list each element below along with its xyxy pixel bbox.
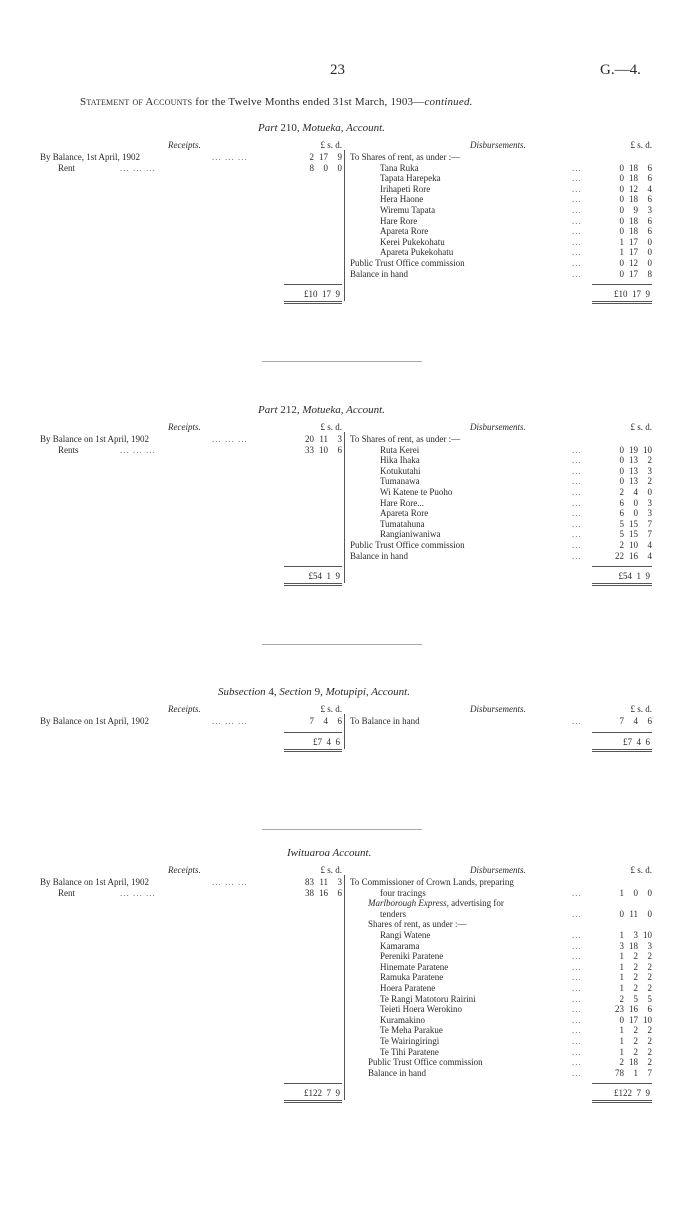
disbursement-label-text: Public Trust Office commission — [350, 258, 465, 268]
leader-dots: ... — [572, 268, 582, 279]
total-rule — [284, 732, 342, 733]
title-main: for the Twelve Months ended 31st March, 1903— — [192, 96, 425, 108]
leader-dots: ... — [572, 465, 582, 476]
column-divider — [344, 714, 345, 749]
disbursement-label-text: Rangi Watene — [380, 930, 431, 940]
leader-dots: ... — [572, 930, 582, 940]
receipts-header: Receipts. — [168, 422, 201, 432]
leader-dots: ... — [572, 1036, 582, 1046]
disbursement-label — [380, 983, 435, 993]
leader-dots: ... — [572, 961, 582, 972]
title-part: 210, — [280, 122, 300, 134]
disbursements-total: £54 1 9 — [618, 571, 650, 582]
disbursement-label-text: Apareta Pukekohatu — [380, 247, 454, 258]
total-double-rule — [284, 751, 342, 752]
disbursement-label — [380, 247, 453, 257]
receipts-header: Receipts. — [168, 704, 201, 714]
leader-dots: ... — [572, 497, 582, 508]
receipt-label: Rents — [58, 444, 79, 455]
disbursement-amount: 0 18 6 — [619, 215, 652, 226]
disbursement-label — [380, 508, 428, 518]
leader-dots: ... — [572, 455, 582, 466]
disbursement-label — [380, 184, 430, 194]
title-prefix: Statement of Accounts — [80, 96, 193, 108]
disbursement-label-text: Teieti Hoera Werokino — [380, 1004, 462, 1015]
disbursement-amount: 2 5 5 — [619, 993, 652, 1004]
disbursement-label — [380, 163, 419, 173]
leader-dots: ... — [572, 183, 582, 194]
leader-dots: ... — [572, 1014, 582, 1025]
disbursement-amount: 0 9 3 — [619, 205, 652, 215]
disbursement-label-italic: Marlborough Express, — [368, 898, 449, 909]
disbursement-label-text: advertising for — [448, 898, 504, 909]
leader-dots: ... — [572, 205, 582, 215]
leader-dots: ... ... ... — [212, 877, 248, 887]
leader-dots: ... — [572, 194, 582, 205]
disbursement-label — [368, 1068, 426, 1078]
title-part: Motueka, Account. — [302, 122, 385, 134]
leader-dots: ... — [572, 550, 582, 561]
total-rule — [592, 284, 652, 285]
disbursement-label — [368, 898, 504, 908]
disbursement-amount: 0 18 6 — [619, 194, 652, 205]
disbursement-label — [380, 237, 445, 247]
receipt-label: By Balance, 1st April, 1902 — [40, 152, 140, 162]
receipt-amount: 7 4 6 — [309, 716, 342, 726]
leader-dots: ... — [572, 1067, 582, 1078]
disbursement-amount: 2 4 0 — [619, 487, 652, 497]
disbursement-amount: 0 18 6 — [619, 162, 652, 173]
leader-dots: ... — [572, 162, 582, 173]
disbursement-amount: 6 0 3 — [619, 508, 652, 519]
total-double-rule — [592, 585, 652, 586]
disbursement-amount: 22 16 4 — [615, 550, 652, 561]
disbursements-currency-header: £ s. d. — [630, 704, 652, 714]
disbursement-label — [380, 455, 420, 465]
disbursement-label-text: Balance in hand — [350, 268, 408, 279]
leader-dots: ... — [572, 908, 582, 919]
disbursement-label — [380, 445, 419, 455]
disbursement-label — [380, 498, 424, 508]
disbursement-amount: 0 13 2 — [619, 455, 652, 466]
leader-dots: ... — [572, 1004, 582, 1015]
disbursement-amount: 1 2 2 — [619, 1036, 652, 1046]
disbursement-label-text: Shares of rent, as under :— — [368, 919, 467, 930]
page-number: 23 — [330, 62, 345, 78]
section-separator — [262, 829, 422, 830]
title-part: 212, — [280, 404, 300, 416]
leader-dots: ... — [572, 1046, 582, 1057]
column-divider — [344, 150, 345, 301]
leader-dots: ... — [572, 508, 582, 519]
disbursement-label-text: To Balance in hand — [350, 716, 420, 726]
disbursement-label-text: Hare Rore... — [380, 497, 424, 508]
total-double-rule — [284, 585, 342, 586]
disbursement-label-text: Irihapeti Rore — [380, 183, 431, 194]
disbursement-label-text: Wiremu Tapata — [380, 205, 436, 215]
disbursement-amount: 78 1 7 — [615, 1067, 652, 1078]
disbursement-label — [380, 529, 440, 539]
disbursement-label-text: Hika Ihaka — [380, 455, 420, 466]
disbursement-amount: 0 12 0 — [619, 258, 652, 268]
disbursement-label-text: Balance in hand — [350, 550, 408, 561]
disbursement-label — [380, 194, 423, 204]
disbursement-label — [380, 962, 448, 972]
disbursement-label-text: Hera Haone — [380, 194, 424, 205]
disbursement-label-text: Hoera Paratene — [380, 983, 436, 993]
disbursements-currency-header: £ s. d. — [630, 865, 652, 875]
disbursement-amount: 1 2 2 — [619, 1046, 652, 1057]
receipt-label: Rent — [58, 887, 75, 898]
disbursement-label — [350, 152, 460, 162]
disbursement-label — [380, 909, 406, 919]
total-rule — [284, 566, 342, 567]
disbursement-label-text: Rangianiwaniwa — [380, 529, 441, 540]
disbursement-label-text: Public Trust Office commission — [350, 540, 465, 550]
leader-dots: ... — [572, 444, 582, 455]
disbursement-amount: 0 19 10 — [619, 444, 652, 455]
disbursement-label — [380, 476, 420, 486]
disbursement-amount: 1 17 0 — [619, 236, 652, 247]
disbursement-label — [380, 216, 417, 226]
total-rule — [592, 566, 652, 567]
disbursement-label — [380, 173, 441, 183]
leader-dots: ... ... ... — [212, 434, 248, 444]
disbursement-amount: 1 3 10 — [619, 930, 652, 940]
disbursement-label — [380, 972, 443, 982]
disbursement-label — [380, 1015, 425, 1025]
total-double-rule — [592, 303, 652, 304]
receipt-amount: 83 11 3 — [305, 877, 342, 887]
leader-dots: ... — [572, 887, 582, 898]
disbursement-label — [380, 1025, 443, 1035]
disbursement-label-text: Wi Katene te Puoho — [380, 487, 453, 497]
leader-dots: ... — [572, 258, 582, 268]
account-title — [287, 847, 371, 859]
total-double-rule — [592, 583, 652, 584]
receipt-amount: 38 16 6 — [305, 887, 342, 898]
disbursement-amount: 1 2 2 — [619, 972, 652, 983]
receipts-currency-header: £ s. d. — [320, 422, 342, 432]
receipt-label: By Balance on 1st April, 1902 — [40, 877, 149, 887]
disbursement-label — [380, 888, 426, 898]
account-title — [258, 404, 385, 416]
disbursement-label-text: Public Trust Office commission — [368, 1057, 483, 1068]
leader-dots: ... — [572, 529, 582, 540]
title-suffix: continued. — [424, 96, 473, 108]
total-rule — [592, 1083, 652, 1084]
disbursement-label — [350, 258, 465, 268]
total-double-rule — [284, 303, 342, 304]
disbursements-currency-header: £ s. d. — [630, 422, 652, 432]
disbursements-header: Disbursements. — [470, 865, 526, 875]
disbursement-amount: 2 10 4 — [619, 540, 652, 550]
title-part: Motupipi, Account. — [325, 686, 410, 698]
leader-dots: ... — [572, 247, 582, 258]
disbursement-label-text: Tumanawa — [380, 476, 420, 487]
disbursement-label — [380, 1047, 439, 1057]
disbursement-label — [380, 226, 428, 236]
title-part: Part — [258, 404, 278, 416]
section-separator — [262, 644, 422, 645]
disbursements-total: £7 4 6 — [623, 736, 650, 747]
total-double-rule — [284, 1102, 342, 1103]
receipt-amount: 2 17 9 — [309, 152, 342, 162]
title-part: Section — [279, 686, 312, 698]
disbursement-label — [380, 951, 443, 961]
disbursement-label — [350, 551, 408, 561]
account-title — [218, 686, 410, 698]
disbursement-amount: 1 2 2 — [619, 1025, 652, 1036]
disbursement-label — [380, 941, 419, 951]
receipt-amount: 8 0 0 — [309, 162, 342, 173]
disbursement-amount: 3 18 3 — [619, 940, 652, 951]
disbursement-amount: 0 17 10 — [619, 1014, 652, 1025]
section-separator — [262, 361, 422, 362]
total-double-rule — [284, 583, 342, 584]
leader-dots: ... — [572, 951, 582, 962]
disbursement-label-text: Balance in hand — [368, 1067, 426, 1078]
disbursement-label — [350, 877, 514, 887]
disbursement-label-text: Kotukutahi — [380, 465, 421, 476]
disbursement-label-text: Apareta Rore — [380, 226, 429, 237]
disbursement-amount: 7 4 6 — [619, 716, 652, 726]
disbursement-label — [350, 434, 460, 444]
disbursements-total: £122 7 9 — [614, 1088, 650, 1099]
disbursement-label-text: Pereniki Paratene — [380, 951, 444, 962]
title-part: Motueka, Account. — [302, 404, 385, 416]
disbursement-amount: 1 17 0 — [619, 247, 652, 258]
receipt-amount: 33 10 6 — [305, 444, 342, 455]
disbursement-amount: 0 13 3 — [619, 465, 652, 476]
receipts-total: £54 1 9 — [308, 571, 340, 582]
disbursements-currency-header: £ s. d. — [630, 140, 652, 150]
leader-dots: ... ... ... — [120, 162, 156, 173]
disbursement-label-text: To Shares of rent, as under :— — [350, 152, 461, 162]
title-part: Iwituaroa Account. — [287, 847, 372, 859]
disbursement-amount: 1 2 2 — [619, 961, 652, 972]
disbursement-label-text: Tumatahuna — [380, 518, 425, 529]
disbursement-label-text: Apareta Rore — [380, 508, 429, 519]
disbursement-label — [350, 269, 408, 279]
receipt-label: By Balance on 1st April, 1902 — [40, 434, 149, 444]
disbursement-amount: 23 16 6 — [615, 1004, 652, 1015]
leader-dots: ... — [572, 487, 582, 497]
total-double-rule — [592, 751, 652, 752]
title-part: 4, — [268, 686, 277, 698]
disbursements-header: Disbursements. — [470, 422, 526, 432]
leader-dots: ... — [572, 215, 582, 226]
disbursement-label-text: To Commissioner of Crown Lands, preparing — [350, 877, 514, 887]
disbursement-label-text: Tapata Harepeka — [380, 173, 441, 184]
leader-dots: ... — [572, 1057, 582, 1068]
disbursement-label — [380, 994, 476, 1004]
disbursement-amount: 6 0 3 — [619, 497, 652, 508]
disbursement-label-text: Tana Ruka — [380, 162, 419, 173]
receipts-currency-header: £ s. d. — [320, 704, 342, 714]
total-double-rule — [592, 301, 652, 302]
disbursement-label-text: Ramuka Paratene — [380, 972, 444, 983]
leader-dots: ... — [572, 993, 582, 1004]
disbursement-amount: 1 2 2 — [619, 983, 652, 993]
disbursement-label — [380, 466, 421, 476]
disbursement-label — [350, 540, 465, 550]
receipts-total: £122 7 9 — [304, 1088, 340, 1099]
leader-dots: ... — [572, 226, 582, 237]
receipts-currency-header: £ s. d. — [320, 865, 342, 875]
disbursement-label-text: four tracings — [380, 887, 426, 898]
leader-dots: ... — [572, 940, 582, 951]
disbursement-label-text: Hinemate Paratene — [380, 961, 449, 972]
disbursement-label — [380, 487, 452, 497]
disbursement-label-text: Te Meha Parakue — [380, 1025, 443, 1036]
total-double-rule — [592, 1102, 652, 1103]
disbursement-amount: 0 11 0 — [619, 908, 652, 919]
disbursements-total: £10 17 9 — [614, 289, 650, 300]
disbursement-label-text: To Shares of rent, as under :— — [350, 434, 461, 444]
disbursement-label — [380, 519, 425, 529]
receipt-label: Rent — [58, 162, 75, 173]
disbursement-label-text: Ruta Kerei — [380, 444, 420, 455]
receipts-currency-header: £ s. d. — [320, 140, 342, 150]
leader-dots: ... ... ... — [212, 152, 248, 162]
leader-dots: ... — [572, 518, 582, 529]
account-title — [258, 122, 385, 134]
disbursement-amount: 0 18 6 — [619, 226, 652, 237]
disbursement-amount: 0 17 8 — [619, 268, 652, 279]
disbursements-header: Disbursements. — [470, 140, 526, 150]
leader-dots: ... — [572, 983, 582, 993]
disbursement-label-text: Kerei Pukekohatu — [380, 236, 445, 247]
title-part: Part — [258, 122, 278, 134]
leader-dots: ... ... ... — [212, 716, 248, 726]
total-rule — [284, 284, 342, 285]
total-double-rule — [592, 749, 652, 750]
statement-title — [80, 96, 473, 108]
disbursement-label-text: Hare Rore — [380, 215, 418, 226]
disbursement-amount: 1 0 0 — [619, 887, 652, 898]
disbursement-amount: 5 15 7 — [619, 518, 652, 529]
leader-dots: ... — [572, 716, 582, 726]
disbursement-label — [380, 205, 435, 215]
leader-dots: ... ... ... — [120, 444, 156, 455]
total-double-rule — [284, 749, 342, 750]
receipts-total: £10 17 9 — [304, 289, 340, 300]
disbursement-label-text: Te Rangi Matotoru Rairini — [380, 993, 476, 1004]
disbursement-amount: 1 2 2 — [619, 951, 652, 962]
disbursement-label-text: tenders — [380, 908, 406, 919]
total-double-rule — [284, 1100, 342, 1101]
disbursement-label — [350, 716, 420, 726]
disbursement-label — [368, 1057, 483, 1067]
disbursement-label-text: Kuramakino — [380, 1014, 425, 1025]
disbursement-label — [380, 1004, 462, 1014]
total-rule — [592, 732, 652, 733]
receipts-header: Receipts. — [168, 865, 201, 875]
leader-dots: ... — [572, 540, 582, 550]
total-double-rule — [592, 1100, 652, 1101]
disbursement-label — [380, 930, 430, 940]
leader-dots: ... — [572, 173, 582, 184]
disbursement-label-text: Kamarama — [380, 940, 420, 951]
disbursement-amount: 0 13 2 — [619, 476, 652, 487]
disbursement-amount: 0 12 4 — [619, 183, 652, 194]
title-part: Subsection — [218, 686, 266, 698]
disbursement-amount: 5 15 7 — [619, 529, 652, 540]
leader-dots: ... — [572, 236, 582, 247]
disbursement-label-text: Te Wairingiringi — [380, 1036, 440, 1046]
leader-dots: ... — [572, 1025, 582, 1036]
disbursement-amount: 2 18 2 — [619, 1057, 652, 1068]
total-rule — [284, 1083, 342, 1084]
disbursement-label — [368, 919, 466, 929]
disbursement-label-text: Te Tihi Paratene — [380, 1046, 439, 1057]
receipts-total: £7 4 6 — [313, 736, 340, 747]
receipt-amount: 20 11 3 — [305, 434, 342, 444]
disbursements-header: Disbursements. — [470, 704, 526, 714]
page-reference: G.—4. — [600, 62, 641, 78]
total-double-rule — [284, 301, 342, 302]
receipts-header: Receipts. — [168, 140, 201, 150]
disbursement-label — [380, 1036, 439, 1046]
column-divider — [344, 875, 345, 1100]
column-divider — [344, 432, 345, 583]
leader-dots: ... — [572, 476, 582, 487]
leader-dots: ... ... ... — [120, 887, 156, 898]
title-part: 9, — [314, 686, 323, 698]
disbursement-amount: 0 18 6 — [619, 173, 652, 184]
leader-dots: ... — [572, 972, 582, 983]
receipt-label: By Balance on 1st April, 1902 — [40, 716, 149, 726]
